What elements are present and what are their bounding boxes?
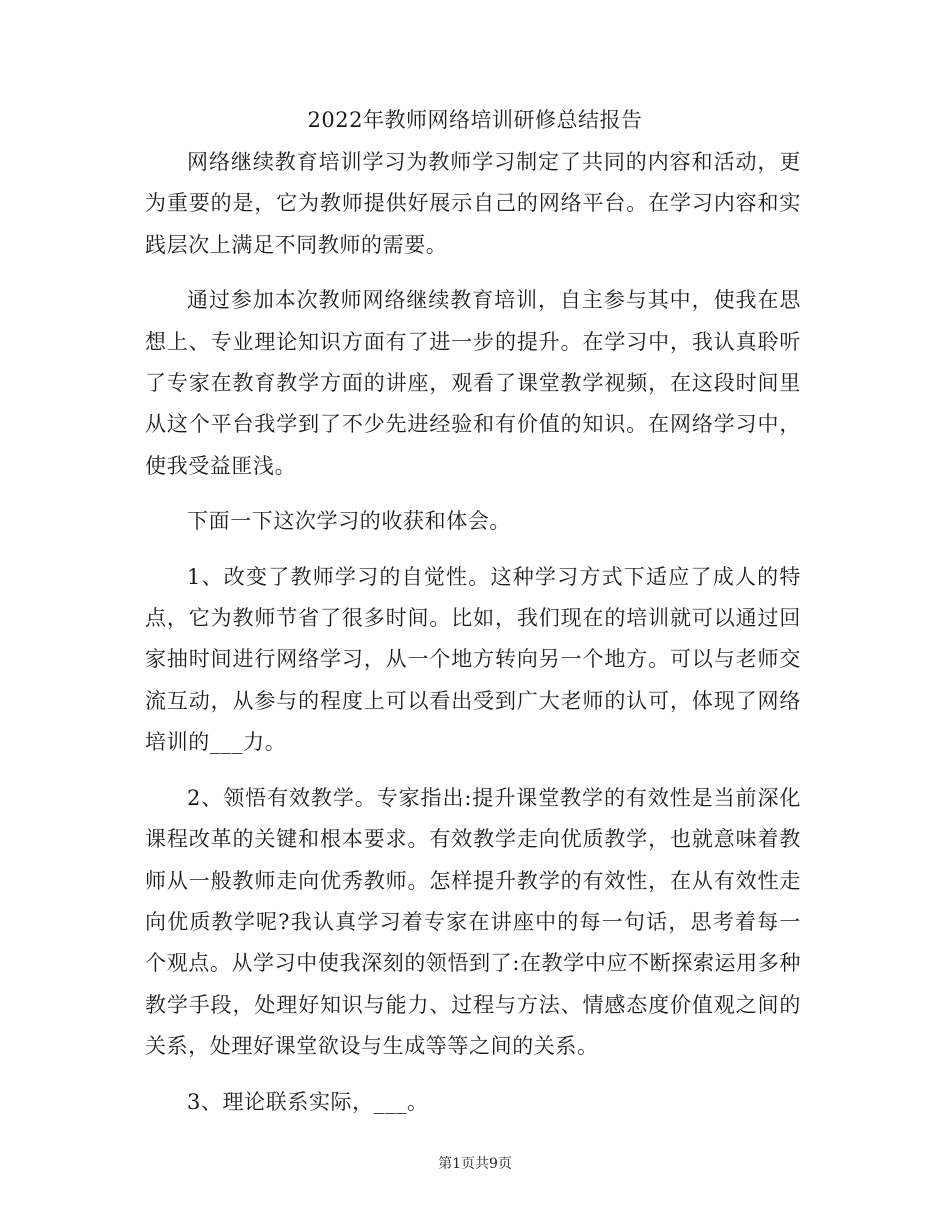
paragraph-intro: 网络继续教育培训学习为教师学习制定了共同的内容和活动，更为重要的是，它为教师提供好展示自己的网络平台。在学习内容和实践层次上满足不同教师的需要。 (145, 150, 801, 257)
paragraph-participation: 通过参加本次教师网络继续教育培训，自主参与其中，使我在思想上、专业理论知识方面有了进一步的提升。在学习中，我认真聆听了专家在教育教学方面的讲座，观看了课堂教学视频，在这段时间里从这个平台我学到了不少先进经验和有价值的知识。在网络学习中，使我受益匪浅。 (145, 288, 801, 478)
document-body (145, 142, 801, 1137)
document-title: 2022年教师网络培训研修总结报告 (307, 108, 643, 132)
page-number-footer: 第1页共9页 (438, 1156, 512, 1172)
paragraph-point-1: 1、改变了教师学习的自觉性。这种学习方式下适应了成人的特点，它为教师节省了很多时间。比如，我们现在的培训就可以通过回家抽时间进行网络学习，从一个地方转向另一个地方。可以与老师交流互动，从参与的程度上可以看出受到广大老师的认可，体现了网络培训的___力。 (145, 564, 801, 755)
paragraph-point-2: 2、领悟有效教学。专家指出:提升课堂教学的有效性是当前深化课程改革的关键和根本要求。有效教学走向优质教学，也就意味着教师从一般教师走向优秀教师。怎样提升教学的有效性，在从有效性走向优质教学呢?我认真学习着专家在讲座中的每一句话，思考着每一个观点。从学习中使我深刻的领悟到了:在教学中应不断探索运用多种教学手段，处理好知识与能力、过程与方法、情感态度价值观之间的关系，处理好课堂欲设与生成等等之间的关系。 (145, 785, 801, 1059)
paragraph-summary-intro: 下面一下这次学习的收获和体会。 (187, 509, 511, 534)
paragraph-point-3: 3、理论联系实际，___。 (187, 1089, 429, 1114)
